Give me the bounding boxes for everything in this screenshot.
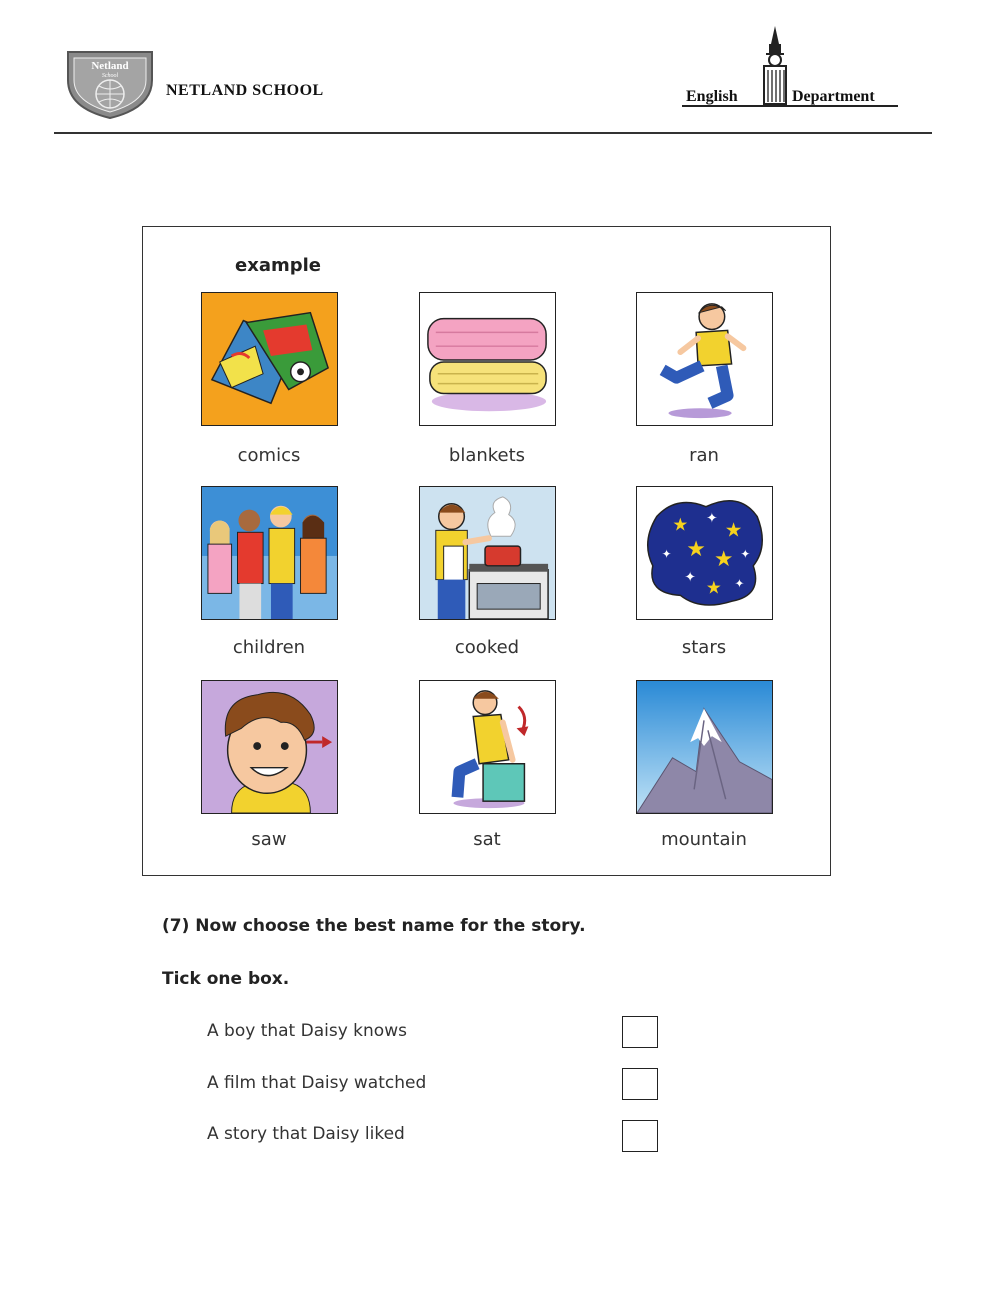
option-1-label: A boy that Daisy knows bbox=[207, 1021, 407, 1041]
stars-picture bbox=[636, 486, 773, 620]
svg-text:★: ★ bbox=[672, 515, 689, 536]
word-label: saw bbox=[251, 829, 287, 850]
comics-picture bbox=[201, 292, 338, 426]
svg-text:School: School bbox=[101, 73, 119, 79]
vocabulary-panel bbox=[142, 226, 831, 876]
svg-text:✦: ✦ bbox=[661, 546, 672, 561]
cooked-picture bbox=[419, 486, 556, 620]
svg-text:✦: ✦ bbox=[706, 510, 718, 527]
option-1-checkbox[interactable] bbox=[622, 1016, 658, 1048]
school-name: NETLAND SCHOOL bbox=[166, 82, 324, 99]
word-label: mountain bbox=[661, 829, 747, 850]
header-divider bbox=[54, 132, 932, 134]
mountain-picture bbox=[636, 680, 773, 814]
svg-text:★: ★ bbox=[705, 578, 722, 599]
question-7-prompt: (7) Now choose the best name for the story. bbox=[162, 916, 586, 936]
word-label: sat bbox=[473, 829, 501, 850]
word-label: ran bbox=[689, 445, 719, 466]
svg-text:★: ★ bbox=[724, 518, 743, 542]
svg-text:Netland: Netland bbox=[91, 60, 129, 72]
option-3-checkbox[interactable] bbox=[622, 1120, 658, 1152]
svg-text:★: ★ bbox=[713, 546, 734, 572]
example-label: example bbox=[235, 255, 321, 276]
sat-picture bbox=[419, 680, 556, 814]
netland-school-logo bbox=[66, 50, 154, 120]
department-word-english: English bbox=[686, 88, 738, 105]
word-label: comics bbox=[237, 445, 301, 466]
saw-picture bbox=[201, 680, 338, 814]
svg-text:★: ★ bbox=[686, 536, 706, 562]
option-3-label: A story that Daisy liked bbox=[207, 1124, 405, 1144]
option-2-label: A film that Daisy watched bbox=[207, 1073, 427, 1093]
english-department-logo bbox=[680, 22, 902, 114]
word-label: blankets bbox=[448, 445, 526, 466]
svg-text:✦: ✦ bbox=[684, 569, 696, 586]
word-label: stars bbox=[681, 637, 727, 658]
department-word-department: Department bbox=[792, 88, 875, 105]
children-picture bbox=[201, 486, 338, 620]
svg-text:✦: ✦ bbox=[740, 546, 751, 561]
word-label: cooked bbox=[454, 637, 520, 658]
tick-instruction: Tick one box. bbox=[162, 969, 290, 989]
ran-picture bbox=[636, 292, 773, 426]
svg-text:✦: ✦ bbox=[734, 576, 745, 591]
word-label: children bbox=[232, 637, 306, 658]
option-2-checkbox[interactable] bbox=[622, 1068, 658, 1100]
blankets-picture bbox=[419, 292, 556, 426]
